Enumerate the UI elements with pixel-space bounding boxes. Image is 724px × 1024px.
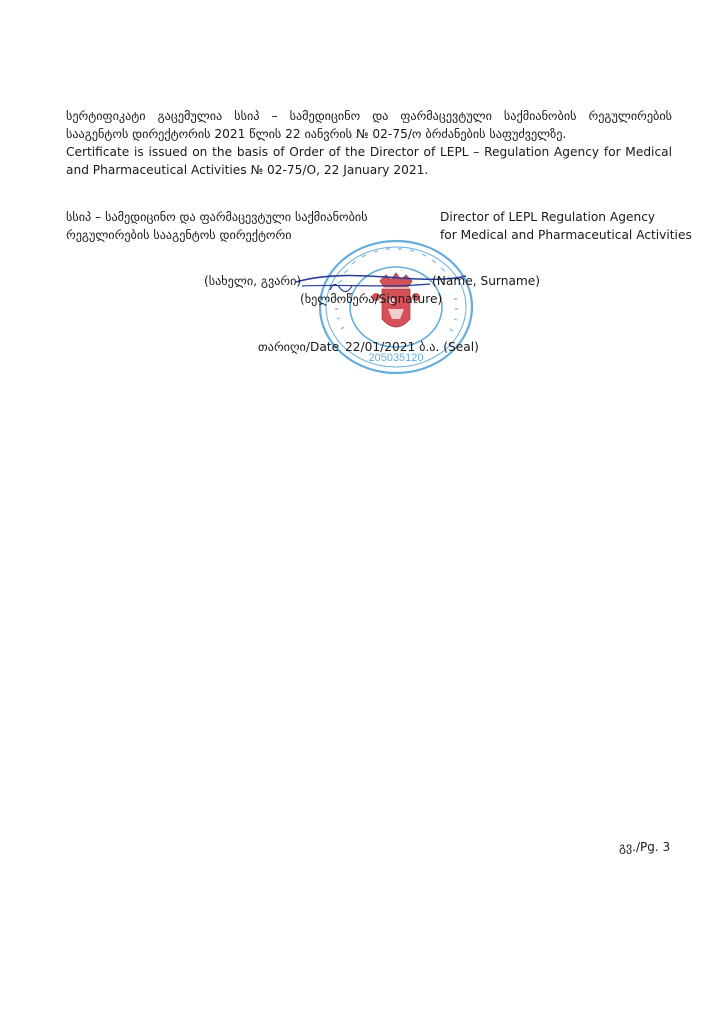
date-label: თარიღი/Date [258,340,340,354]
signatory-title-english-line1: Director of LEPL Regulation Agency [440,210,656,224]
name-surname-label-georgian: (სახელი, გვარი) [204,274,302,288]
signatory-title-english [440,208,692,244]
page-number: გვ./Pg. 3 [619,840,671,854]
seal-number: 205035120 [368,352,424,364]
certificate-paragraph-english: Certificate is issued on the basis of Order of the Director of LEPL – Regulation Agency for Medical and Pharmaceutical Activities № 02-75/O, 22 January 2021. [66,145,672,177]
name-surname-label-english: (Name, Surname) [432,274,541,288]
signatory-title-georgian-line1: სსიპ – სამედიცინო და ფარმაცევტული საქმიანობის [66,210,368,224]
signatory-title-english-line2: for Medical and Pharmaceutical Activities [440,228,692,242]
signature-label: (ხელმოწერა/Signature) [300,292,443,306]
date-value: 22/01/2021 ბ.ა. (Seal) [345,340,479,354]
certificate-paragraph-georgian: სერტიფიკატი გაცემულია სსიპ – სამედიცინო და ფარმაცევტული საქმიანობის რეგულირების სააგენტოს დირექტორის 2021 წლის 22 იანვრის № 02-75/ო ბრძანების საფუძველზე. [66,109,672,141]
signatory-title-georgian-line2: რეგულირების სააგენტოს დირექტორი [66,228,292,242]
